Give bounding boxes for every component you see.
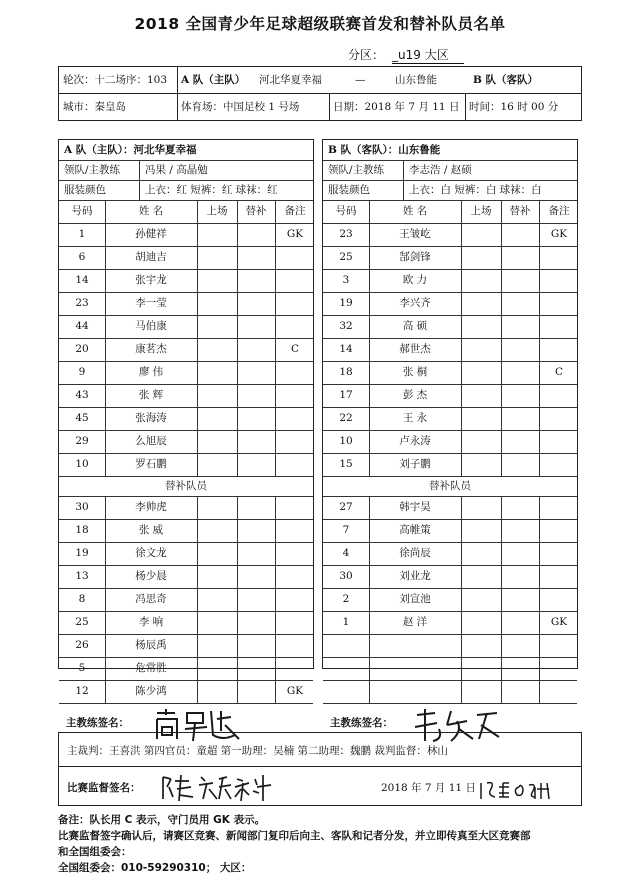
number-cell: 32 [339, 320, 353, 332]
number-cell: 25 [339, 251, 353, 263]
start-cell [461, 453, 501, 476]
start-cell [197, 361, 237, 384]
note-cell [539, 384, 579, 407]
note-cell: GK [550, 228, 568, 240]
team-b-kit-row [323, 180, 577, 200]
number-cell: 30 [339, 570, 353, 582]
name-cell: 陈少鸿 [135, 685, 167, 697]
name-cell [369, 680, 461, 703]
header-row-1 [59, 67, 581, 94]
note-cell [539, 588, 579, 611]
team-a-kit-value: 上衣：红 短裤：红 球袜：红 [139, 180, 278, 200]
kit-label: 服装颜色 [64, 184, 106, 196]
number-cell: 26 [75, 639, 89, 651]
number-cell: 23 [339, 228, 353, 240]
note-cell [275, 496, 315, 519]
start-cell [461, 338, 501, 361]
name-cell [369, 634, 461, 657]
number-cell: 14 [339, 343, 353, 355]
column-header-label: 备注 [284, 205, 306, 217]
sub-cell [237, 246, 275, 269]
number-cell: 4 [342, 547, 350, 559]
note-cell [275, 292, 315, 315]
sub-cell [501, 430, 539, 453]
name-cell: 赵 洋 [402, 616, 428, 628]
time-field: 时间：16 时 00 分 [469, 101, 559, 113]
sub-cell [501, 565, 539, 588]
name-cell: 高 硕 [402, 320, 428, 332]
note-cell [275, 246, 315, 269]
venue-field: 体育场：中国足校 1 号场 [181, 101, 300, 113]
start-cell [461, 292, 501, 315]
note-cell: C [554, 366, 564, 378]
sub-cell [237, 542, 275, 565]
team-a-leader-row [59, 160, 313, 180]
sub-cell [237, 292, 275, 315]
start-cell [197, 338, 237, 361]
supervisor-sign-label: 比赛监督签名： [67, 782, 141, 794]
start-cell [197, 634, 237, 657]
sub-cell [501, 338, 539, 361]
sub-cell [237, 519, 275, 542]
team-a-heading: A 队（主队）：河北华夏幸福 [64, 144, 197, 156]
sub-cell [501, 361, 539, 384]
note-cell [275, 634, 315, 657]
header-row-2 [59, 94, 581, 121]
number-cell: 1 [78, 228, 86, 240]
leader-label: 领队/主教练 [328, 164, 385, 176]
start-cell [461, 223, 501, 246]
note-cell [539, 519, 579, 542]
column-header-label: 号码 [335, 205, 357, 217]
number-cell: 22 [339, 412, 353, 424]
name-cell: 杨少晨 [135, 570, 167, 582]
home-label: A 队（主队） [181, 74, 246, 86]
note-cell [275, 430, 315, 453]
name-cell: 韩宇昊 [399, 501, 431, 513]
sub-cell [237, 453, 275, 476]
number-cell: 27 [339, 501, 353, 513]
name-cell: 王 永 [402, 412, 428, 424]
start-cell [197, 453, 237, 476]
name-cell: 张海涛 [135, 412, 167, 424]
start-cell [461, 588, 501, 611]
number-cell: 9 [78, 366, 86, 378]
leader-label: 领队/主教练 [64, 164, 121, 176]
number-cell: 8 [78, 593, 86, 605]
name-cell: 廖 伟 [138, 366, 164, 378]
note-line: 备注：队长用 C 表示，守门员用 GK 表示。 [58, 814, 266, 826]
sub-cell [237, 680, 275, 703]
kit-label: 服装颜色 [328, 184, 370, 196]
name-cell: 郝世杰 [399, 343, 431, 355]
column-header-label: 姓 名 [402, 205, 428, 217]
team-b-roster [322, 139, 578, 729]
supervisor-signature [157, 771, 277, 805]
start-cell [461, 384, 501, 407]
note-cell: GK [286, 228, 304, 240]
sub-cell [501, 680, 539, 703]
start-cell [461, 611, 501, 634]
sub-cell [501, 246, 539, 269]
sign-date: 2018 年 7 月 11 日 [381, 782, 476, 794]
team-b-subs-header: 替补队员 [429, 480, 471, 492]
referees-line: 主裁判：王喜洪 第四官员：童超 第一助理：吴楠 第二助理：魏鹏 裁判监督：林山 [67, 745, 448, 757]
home-team-name: 河北华夏幸福 [259, 74, 322, 86]
start-cell [197, 519, 237, 542]
note-cell [275, 453, 315, 476]
column-header-label: 替补 [509, 205, 531, 217]
number-cell: 14 [75, 274, 89, 286]
team-a-subs-header: 替补队员 [165, 480, 207, 492]
coach-sign-label: 主教练签名： [66, 717, 129, 729]
team-a-kit-row [59, 180, 313, 200]
start-cell [461, 246, 501, 269]
note-cell [539, 634, 579, 657]
note-cell [539, 657, 579, 680]
start-cell [461, 565, 501, 588]
number-cell: 19 [339, 297, 353, 309]
number-cell: 45 [75, 412, 89, 424]
start-cell [197, 430, 237, 453]
number-cell: 3 [342, 274, 350, 286]
note-cell [539, 269, 579, 292]
number-cell: 18 [75, 524, 89, 536]
sub-cell [501, 519, 539, 542]
sub-cell [501, 269, 539, 292]
name-cell: 康茗杰 [135, 343, 167, 355]
officials-box [58, 732, 582, 806]
start-cell [197, 269, 237, 292]
note-line: 比赛监督签字确认后，请赛区竞赛、新闻部门复印后向主、客队和记者分发，并立即传真至大区竞赛部 [58, 830, 531, 842]
team-a-leader-value: 冯果 / 高晶勉 [139, 160, 208, 180]
number-cell: 2 [342, 593, 350, 605]
note-cell [539, 315, 579, 338]
name-cell: 李一莹 [135, 297, 167, 309]
sub-cell [501, 384, 539, 407]
sub-cell [501, 588, 539, 611]
sub-cell [501, 292, 539, 315]
sub-cell [501, 315, 539, 338]
region-label: 分区： [348, 48, 385, 62]
sub-cell [501, 634, 539, 657]
number-cell: 10 [339, 435, 353, 447]
city-field: 城市：秦皇岛 [63, 101, 126, 113]
start-cell [197, 292, 237, 315]
sub-cell [501, 496, 539, 519]
note-cell [275, 611, 315, 634]
name-cell: 刘业龙 [399, 570, 431, 582]
note-line: 和全国组委会： [58, 846, 132, 858]
name-cell: 王皱屹 [399, 228, 431, 240]
start-cell [461, 430, 501, 453]
number-cell: 19 [75, 547, 89, 559]
round-field: 轮次：十二场序：103 [63, 74, 168, 86]
note-cell [275, 361, 315, 384]
number-cell: 18 [339, 366, 353, 378]
name-cell: 徐文龙 [135, 547, 167, 559]
note-cell [539, 338, 579, 361]
name-cell: 欧 力 [402, 274, 428, 286]
sub-cell [501, 611, 539, 634]
number-cell [323, 680, 369, 703]
name-cell: 李帅虎 [135, 501, 167, 513]
note-cell [275, 542, 315, 565]
sub-cell [237, 338, 275, 361]
name-cell: 张 桐 [402, 366, 428, 378]
notes [58, 812, 588, 876]
column-header-label: 替补 [245, 205, 267, 217]
number-cell: 15 [339, 458, 353, 470]
sub-cell [237, 361, 275, 384]
number-cell: 20 [75, 343, 89, 355]
note-cell [539, 246, 579, 269]
start-cell [197, 611, 237, 634]
start-cell [461, 361, 501, 384]
name-cell: 卢永涛 [399, 435, 431, 447]
name-cell: 冯思奇 [135, 593, 167, 605]
number-cell: 6 [78, 251, 86, 263]
note-cell [275, 588, 315, 611]
note-cell [275, 407, 315, 430]
name-cell: 危常胜 [135, 662, 167, 674]
team-b-kit-value: 上衣：白 短裤：白 球袜：白 [403, 180, 542, 200]
note-cell: GK [550, 616, 568, 628]
start-cell [197, 407, 237, 430]
sub-cell [237, 565, 275, 588]
name-cell: 孙健祥 [135, 228, 167, 240]
sub-cell [237, 657, 275, 680]
number-cell: 44 [75, 320, 89, 332]
away-team-name: 山东鲁能 [395, 74, 437, 86]
sub-cell [237, 269, 275, 292]
number-cell: 43 [75, 389, 89, 401]
note-cell [539, 407, 579, 430]
note-cell: C [290, 343, 300, 355]
sub-cell [237, 611, 275, 634]
note-cell [539, 542, 579, 565]
name-cell: 李兴齐 [399, 297, 431, 309]
note-cell [275, 315, 315, 338]
start-cell [197, 384, 237, 407]
number-cell: 17 [339, 389, 353, 401]
name-cell: 马伯康 [135, 320, 167, 332]
region-value: _u19 大区 [392, 46, 464, 64]
start-cell [461, 634, 501, 657]
note-cell [539, 430, 579, 453]
start-cell [197, 315, 237, 338]
note-cell [275, 519, 315, 542]
number-cell [323, 657, 369, 680]
sub-cell [237, 588, 275, 611]
start-cell [197, 565, 237, 588]
start-cell [197, 657, 237, 680]
start-cell [461, 496, 501, 519]
start-cell [461, 315, 501, 338]
note-cell [539, 292, 579, 315]
match-header [58, 66, 582, 121]
column-header-label: 上场 [470, 205, 492, 217]
column-header-label: 号码 [71, 205, 93, 217]
sub-cell [237, 407, 275, 430]
name-cell: 张 威 [138, 524, 164, 536]
name-cell: 杨辰禹 [135, 639, 167, 651]
name-cell: 么旭辰 [135, 435, 167, 447]
sub-cell [237, 223, 275, 246]
page-title: 2018 全国青少年足球超级联赛首发和替补队员名单 [134, 15, 506, 33]
date-field: 日期：2018 年 7 月 11 日 [333, 101, 460, 113]
name-cell: 彭 杰 [402, 389, 428, 401]
team-b-leader-row [323, 160, 577, 180]
number-cell: 25 [75, 616, 89, 628]
note-line: 全国组委会：010-59290310； 大区： [58, 862, 252, 874]
name-cell: 刘宣池 [399, 593, 431, 605]
start-cell [197, 496, 237, 519]
sub-cell [237, 634, 275, 657]
note-cell [539, 453, 579, 476]
name-cell: 张 辉 [138, 389, 164, 401]
number-cell: 30 [75, 501, 89, 513]
number-cell: 13 [75, 570, 89, 582]
column-header-label: 上场 [206, 205, 228, 217]
note-cell [275, 384, 315, 407]
sign-time-handwritten [477, 777, 557, 803]
start-cell [461, 519, 501, 542]
sub-cell [237, 315, 275, 338]
number-cell [323, 634, 369, 657]
note-cell: GK [286, 685, 304, 697]
start-cell [461, 269, 501, 292]
name-cell: 罗石鹏 [135, 458, 167, 470]
note-cell [539, 680, 579, 703]
number-cell: 5 [78, 662, 86, 674]
sub-cell [237, 430, 275, 453]
name-cell: 徐尚辰 [399, 547, 431, 559]
sub-cell [501, 657, 539, 680]
sub-cell [501, 223, 539, 246]
start-cell [197, 680, 237, 703]
name-cell: 高帷策 [399, 524, 431, 536]
start-cell [461, 657, 501, 680]
versus-dash: — [355, 74, 366, 86]
column-header-label: 姓 名 [138, 205, 164, 217]
name-cell: 胡迪吉 [135, 251, 167, 263]
team-a-roster [58, 139, 314, 729]
start-cell [197, 246, 237, 269]
coach-sign-label: 主教练签名： [330, 717, 393, 729]
note-cell [539, 496, 579, 519]
sub-cell [501, 453, 539, 476]
number-cell: 29 [75, 435, 89, 447]
away-label: B 队（客队） [473, 74, 539, 86]
number-cell: 23 [75, 297, 89, 309]
team-b-leader-value: 李志浩 / 赵硕 [403, 160, 472, 180]
sub-cell [501, 542, 539, 565]
number-cell: 7 [342, 524, 350, 536]
number-cell: 12 [75, 685, 89, 697]
note-cell [539, 565, 579, 588]
number-cell: 10 [75, 458, 89, 470]
name-cell: 刘子鹏 [399, 458, 431, 470]
name-cell: 张宇龙 [135, 274, 167, 286]
number-cell: 1 [342, 616, 350, 628]
start-cell [197, 588, 237, 611]
name-cell: 李 响 [138, 616, 164, 628]
note-cell [275, 269, 315, 292]
start-cell [197, 542, 237, 565]
sub-cell [237, 384, 275, 407]
sub-cell [237, 496, 275, 519]
team-b-heading: B 队（客队）：山东鲁能 [328, 144, 441, 156]
note-cell [275, 565, 315, 588]
name-cell [369, 657, 461, 680]
name-cell: 郜剑锋 [399, 251, 431, 263]
note-cell [275, 657, 315, 680]
start-cell [461, 680, 501, 703]
start-cell [461, 407, 501, 430]
sub-cell [501, 407, 539, 430]
region-field [348, 46, 464, 64]
start-cell [461, 542, 501, 565]
column-header-label: 备注 [548, 205, 570, 217]
start-cell [197, 223, 237, 246]
